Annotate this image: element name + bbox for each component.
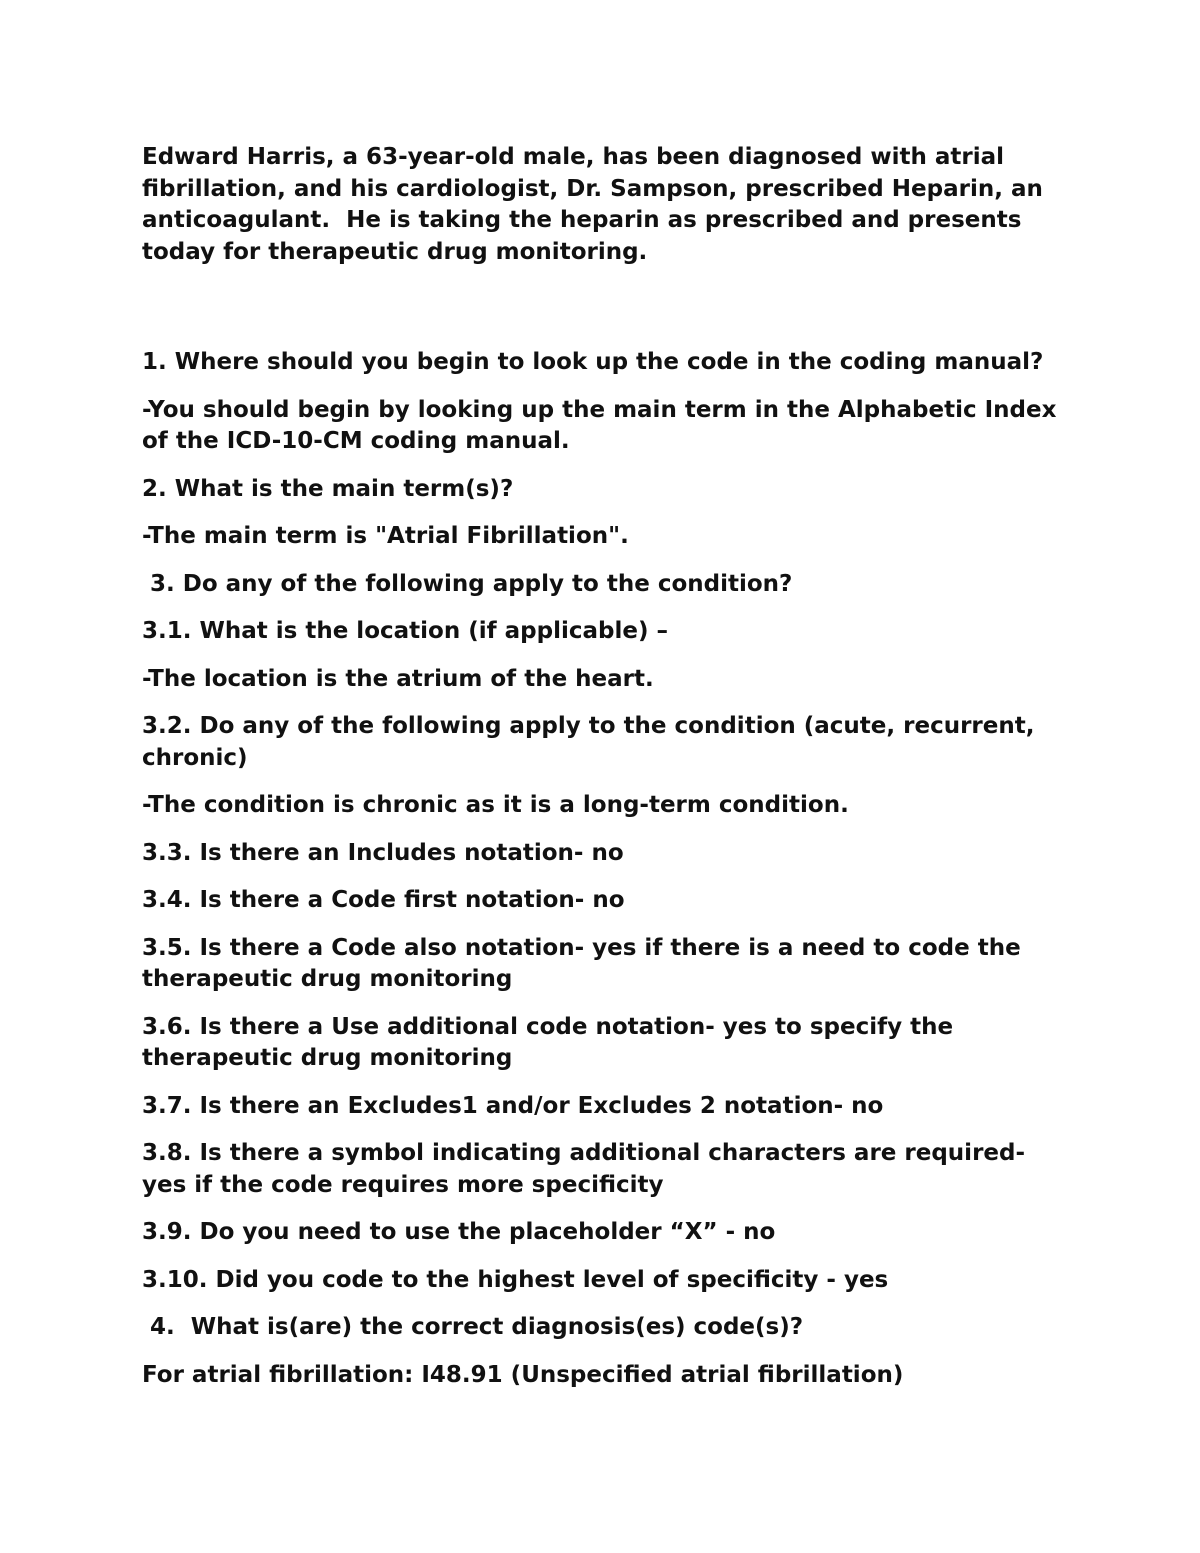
- case-intro-paragraph: Edward Harris, a 63-year-old male, has been diagnosed with atrial fibrillation, and his cardiologist, Dr. Sampson, prescribed Heparin, an anticoagulant. He is taking the heparin as prescribed and presents today for therapeutic drug monitoring.: [142, 144, 1051, 265]
- question-3-4: 3.4. Is there a Code first notation- no: [142, 887, 625, 913]
- answer-3-2: -The condition is chronic as it is a long-term condition.: [142, 792, 849, 818]
- question-4: 4. What is(are) the correct diagnosis(es) code(s)?: [142, 1314, 804, 1340]
- question-3-6: 3.6. Is there a Use additional code notation- yes to specify the therapeutic drug monitoring: [142, 1013, 962, 1071]
- answer-2: -The main term is "Atrial Fibrillation".: [142, 523, 629, 549]
- answer-3-1: -The location is the atrium of the heart.: [142, 665, 654, 692]
- answer-1: -You should begin by looking up the main term in the Alphabetic Index of the ICD-10-CM coding manual.: [142, 396, 1065, 454]
- question-3-1: 3.1. What is the location (if applicable) –: [142, 618, 668, 644]
- question-3-7: 3.7. Is there an Excludes1 and/or Excludes 2 notation- no: [142, 1092, 884, 1119]
- question-3-2: 3.2. Do any of the following apply to the condition (acute, recurrent, chronic): [142, 713, 1043, 771]
- question-3-10: 3.10. Did you code to the highest level of specificity - yes: [142, 1266, 889, 1293]
- question-3-5: 3.5. Is there a Code also notation- yes if there is a need to code the therapeutic drug monitoring: [142, 934, 1029, 992]
- question-3-8: 3.8. Is there a symbol indicating additional characters are required- yes if the code requires more specificity: [142, 1140, 1034, 1198]
- question-3: 3. Do any of the following apply to the condition?: [142, 570, 793, 597]
- question-3-3: 3.3. Is there an Includes notation- no: [142, 839, 624, 866]
- question-3-9: 3.9. Do you need to use the placeholder “X” - no: [142, 1219, 776, 1245]
- question-2: 2. What is the main term(s)?: [142, 475, 514, 502]
- answer-4: For atrial fibrillation: I48.91 (Unspecified atrial fibrillation): [142, 1361, 904, 1388]
- question-1: 1. Where should you begin to look up the code in the coding manual?: [142, 349, 1044, 375]
- document-body: [142, 142, 1072, 1391]
